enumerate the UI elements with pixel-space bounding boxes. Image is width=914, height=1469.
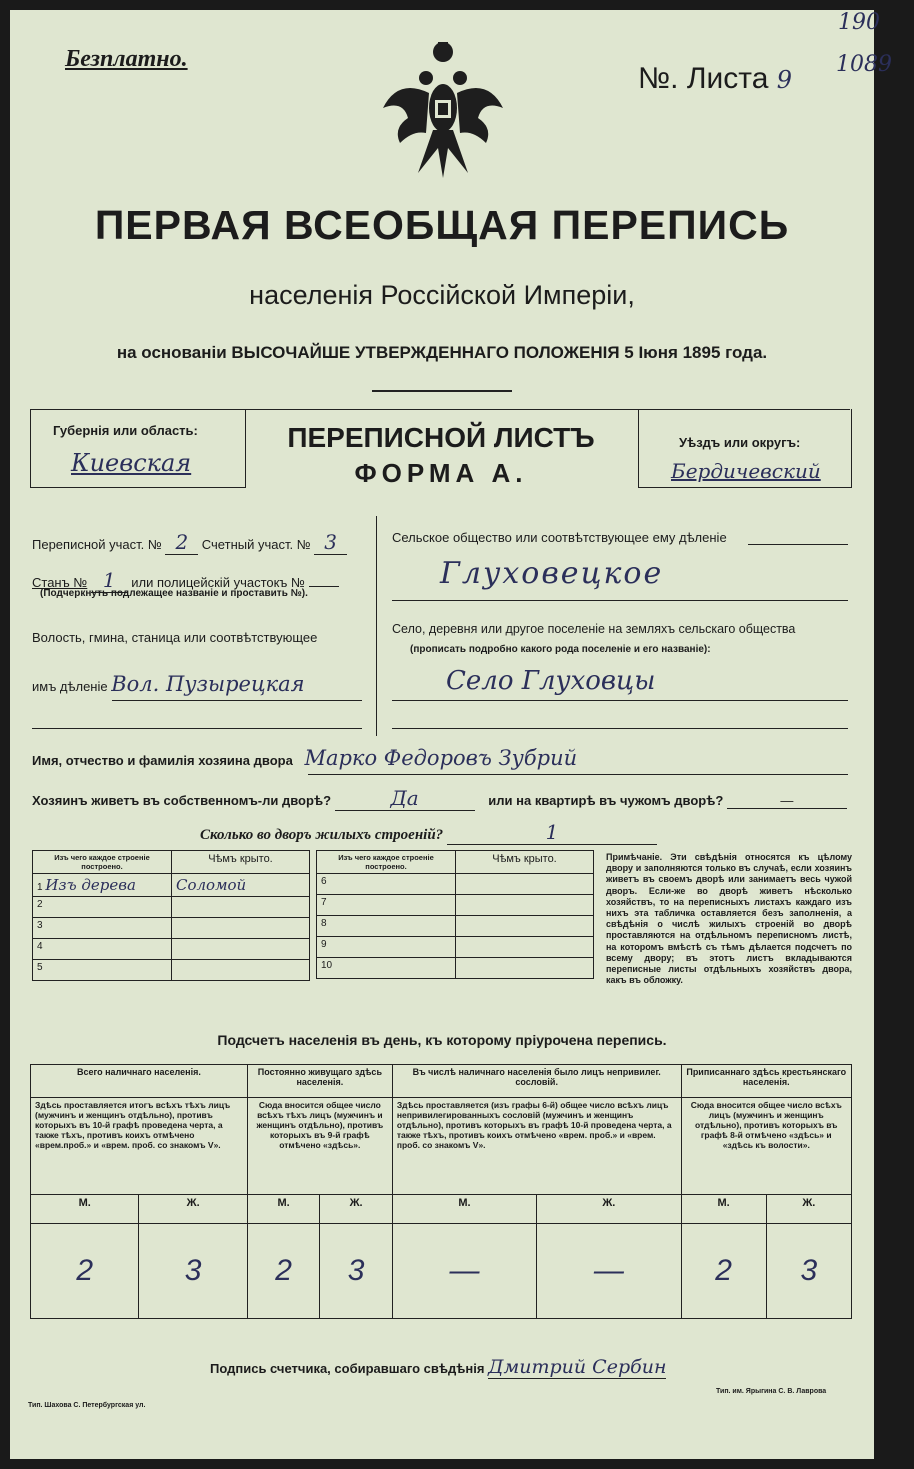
table-row: 2 [33,897,310,918]
sheet-label: №. Листа [638,62,769,95]
m-label: М. [247,1195,320,1224]
count-value: — [392,1224,536,1319]
uezd-box [638,409,852,488]
f-label: Ж. [537,1195,681,1224]
m-label: М. [681,1195,766,1224]
volost-row [32,672,362,696]
right-blank-line [392,728,848,729]
society-label: Сельское общество или соотвѣтствующее ему дѣленіе [392,530,727,545]
owner-row [32,746,848,770]
group-3-desc: Здѣсь проставляется (изъ графы 6-й) общее число всѣхъ лицъ непривилегированныхъ сословій (мужчинъ и женщинъ отдѣльно), противъ которыхъ въ графѣ 10-й проведена черта, а также тѣхъ, противъ коихъ отмѣчено «врем. проб.» и «врем. проб. со знакомъ V». [392,1098,681,1195]
ornament-divider [372,390,512,392]
table-row: 8 [317,916,594,937]
police-blank [309,586,339,587]
printer-left: Тип. Шахова С. Петербургская ул. [28,1402,146,1409]
rent-value: — [727,793,847,809]
material-value: Изъ дерева [45,876,136,894]
owner-underline [308,774,848,775]
owner-name-label: Имя, отчество и фамилія хозяина двора [32,753,293,768]
form-name: ФОРМА А. [354,458,528,488]
count-value: 2 [681,1224,766,1319]
volost-value: Вол. Пузырецкая [111,672,305,696]
signature-value: Дмитрий Сербин [488,1356,667,1378]
main-title: ПЕРВАЯ ВСЕОБЩАЯ ПЕРЕПИСЬ [94,202,790,248]
society-underline [392,600,848,601]
buildings-row [200,820,657,845]
district-label: Переписной участ. № [32,537,162,552]
column-divider [376,516,377,736]
volost-underline [112,700,362,701]
village-note: (прописать подробно какого рода поселеніе и его названіе): [410,644,711,655]
village-value: Село Глуховцы [446,666,656,696]
group-1-desc: Здѣсь проставляется итогъ всѣхъ тѣхъ лицъ (мужчинъ и женщинъ отдѣльно), противъ которыхъ въ 10-й графѣ проведена черта, а также тѣхъ, противъ коихъ отмѣчено «врем.проб.» и «врем. проб. со знакомъ V». [31,1098,248,1195]
table-row: 3 [33,918,310,939]
table-row: 10 [317,958,594,979]
sheet-number-label [638,62,792,96]
group-4-desc: Сюда вносится общее число всѣхъ лицъ (мужчинъ и женщинъ отдѣльно), противъ которыхъ въ графѣ 8-й отмѣчено «здѣсь» и «здѣсь къ волости». [681,1098,851,1195]
count-value: 2 [247,1224,320,1319]
village-label: Село, деревня или другое поселеніе на земляхъ сельскаго общества [392,622,796,636]
owner-name-value: Марко Федоровъ Зубрий [304,746,578,770]
count-value: — [537,1224,681,1319]
police-note: (Подчеркнуть подлежащее названіе и проставить №). [40,588,308,599]
counting-label: Счетный участ. № [201,537,311,552]
group-3-title: Въ числѣ наличнаго населенія было лицъ непривилег. сословій. [392,1065,681,1098]
table-row: 6 [317,874,594,895]
f-label: Ж. [320,1195,393,1224]
province-value: Киевская [71,449,192,477]
province-label: Губернія или область: [53,423,198,438]
district-value: 2 [165,530,198,555]
group-2-title: Постоянно живущаго здѣсь населенія. [247,1065,392,1098]
roof-header: Чѣмъ крыто. [172,851,310,874]
uezd-value: Бердичевский [671,459,821,483]
sheet-title: ПЕРЕПИСНОЙ ЛИСТЪ [287,422,595,453]
buildings-label: Сколько во дворъ жилыхъ строеній? [200,827,444,843]
count-sex-row [31,1195,852,1224]
lives-value: Да [335,786,475,811]
table-row: 9 [317,937,594,958]
corner-number-1: 190 [838,10,880,35]
count-value: 2 [31,1224,139,1319]
stan-value: 1 [91,568,128,593]
district-row [32,530,347,554]
imperial-eagle-icon [378,38,508,188]
uezd-label: Уѣздъ или округъ: [679,435,801,450]
count-heading: Подсчетъ населенія въ день, къ которому пріурочена перепись. [217,1032,667,1048]
society-blank [748,544,848,545]
province-box [30,409,246,488]
f-label: Ж. [139,1195,247,1224]
buildings-value: 1 [447,820,657,845]
printer-right: Тип. им. Ярыгина С. В. Лаврова [716,1388,827,1395]
count-titles-row [31,1065,852,1098]
m-label: М. [31,1195,139,1224]
group-1-title: Всего наличнаго населенія. [31,1065,248,1098]
m-label: М. [392,1195,536,1224]
village-underline [392,700,848,701]
count-values-row [31,1224,852,1319]
census-form-page [10,10,892,1459]
lives-label: Хозяинъ живетъ въ собственномъ-ли дворѣ? [32,793,332,808]
table-row: 4 [33,939,310,960]
table-note: Примѣчаніе. Эти свѣдѣнія относятся къ цѣлому двору и заполняются только въ случаѣ, если хозяинъ живетъ въ своемъ дворѣ или занимаетъ весь чужой дворъ. Если-же во дворѣ живетъ нѣсколько хозяйствъ, то на переписныхъ листахъ каждаго изъ нихъ эта табличка оставляется безъ заполненія, а свѣдѣнія о числѣ жилыхъ строеній во дворѣ проставляются на отдѣльномъ переписномъ листѣ, на которомъ вмѣстѣ съ тѣмъ дѣлается подсчетъ по всему двору; въ этотъ листъ вкладываются переписные листы отдѣльныхъ хозяйствъ двора, какъ въ обложку. [606,852,852,986]
material-header-2: Изъ чего каждое строеніе построено. [317,851,456,874]
corner-number-2: 1089 [836,52,892,77]
count-desc-row [31,1098,852,1195]
volost-label-2: имъ дѣленіе [32,679,108,694]
count-table [30,1064,852,1319]
buildings-table-right [316,850,594,979]
group-4-title: Приписаннаго здѣсь крестьянскаго населенія. [681,1065,851,1098]
table-row: 1 Изъ дерева Соломой [33,874,310,897]
signature-label: Подпись счетчика, собиравшаго свѣдѣнія [210,1361,485,1376]
lives-row [32,786,847,811]
left-blank-line [32,728,362,729]
roof-value: Соломой [176,876,247,894]
sheet-number-value: 9 [776,66,793,94]
signature-row [210,1356,666,1378]
police-label: или полицейскій участокъ № [131,575,305,590]
count-value: 3 [766,1224,851,1319]
counting-value: 3 [314,530,347,555]
table-row: 7 [317,895,594,916]
basis-line: на основаніи ВЫСОЧАЙШЕ УТВЕРЖДЕННАГО ПОЛОЖЕНІЯ 5 Іюня 1895 года. [116,343,768,362]
group-2-desc: Сюда вносится общее число всѣхъ тѣхъ лицъ (мужчинъ и женщинъ отдѣльно), противъ которыхъ въ 9-й графѣ отмѣчено «здѣсь». [247,1098,392,1195]
table-row: 5 [33,960,310,981]
roof-header-2: Чѣмъ крыто. [456,851,594,874]
f-label: Ж. [766,1195,851,1224]
buildings-table-left [32,850,310,981]
material-header: Изъ чего каждое строеніе построено. [33,851,172,874]
count-value: 3 [139,1224,247,1319]
count-value: 3 [320,1224,393,1319]
volost-label: Волость, гмина, станица или соотвѣтствующее [32,630,318,645]
free-label: Безплатно. [65,46,188,72]
subtitle: населенія Россійской Имперіи, [249,280,635,310]
stan-label: Станъ № [32,575,88,590]
society-value: Глуховецкое [440,556,664,591]
rent-label: или на квартирѣ въ чужомъ дворѣ? [488,793,724,808]
